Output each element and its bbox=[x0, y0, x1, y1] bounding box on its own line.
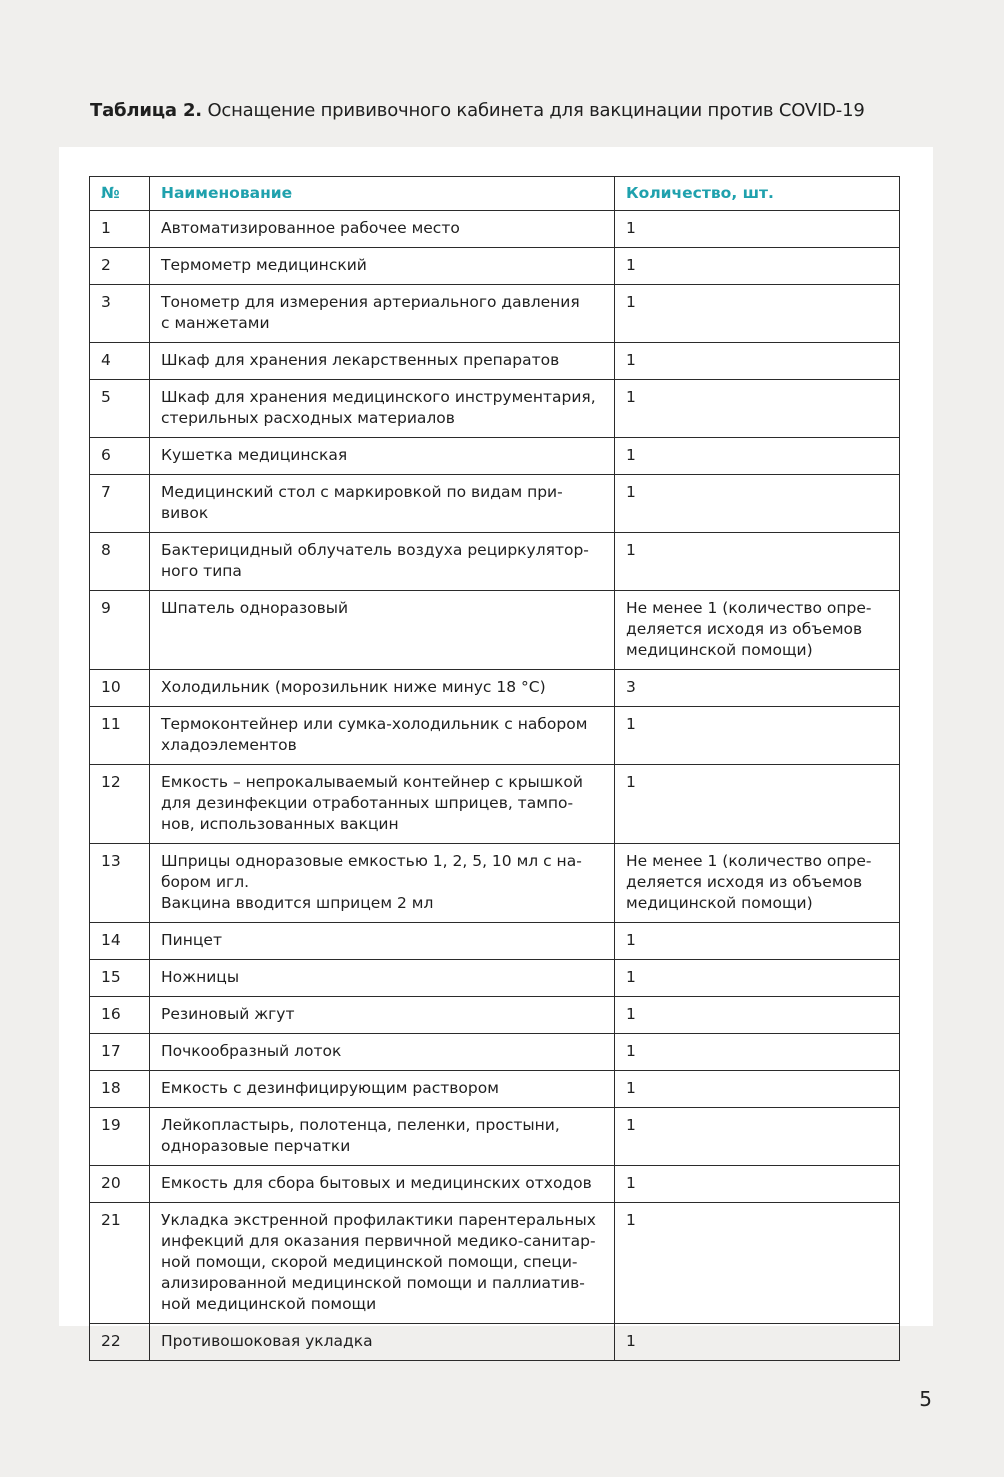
row-number: 20 bbox=[90, 1166, 150, 1203]
row-quantity: 1 bbox=[615, 533, 900, 591]
row-quantity: 1 bbox=[615, 343, 900, 380]
row-quantity: Не менее 1 (количество опре- деляется исходя из объемов медицинской помощи) bbox=[615, 844, 900, 923]
row-name: Тонометр для измерения артериального давления с манжетами bbox=[150, 285, 615, 343]
row-number: 14 bbox=[90, 923, 150, 960]
row-name: Шкаф для хранения лекарственных препаратов bbox=[150, 343, 615, 380]
row-number: 10 bbox=[90, 670, 150, 707]
row-number: 2 bbox=[90, 248, 150, 285]
row-name: Бактерицидный облучатель воздуха рециркулятор- ного типа bbox=[150, 533, 615, 591]
table-row bbox=[90, 1166, 900, 1203]
row-number: 11 bbox=[90, 707, 150, 765]
row-number: 19 bbox=[90, 1108, 150, 1166]
row-number: 5 bbox=[90, 380, 150, 438]
table-row bbox=[90, 844, 900, 923]
row-name: Холодильник (морозильник ниже минус 18 °С) bbox=[150, 670, 615, 707]
row-name: Резиновый жгут bbox=[150, 997, 615, 1034]
table-row bbox=[90, 591, 900, 670]
row-quantity: 1 bbox=[615, 923, 900, 960]
row-number: 16 bbox=[90, 997, 150, 1034]
table-row bbox=[90, 475, 900, 533]
table-row bbox=[90, 1108, 900, 1166]
table-row bbox=[90, 997, 900, 1034]
header-quantity: Количество, шт. bbox=[615, 177, 900, 211]
table-row bbox=[90, 533, 900, 591]
table-caption bbox=[90, 100, 865, 121]
page-number: 5 bbox=[919, 1387, 932, 1411]
row-quantity: 1 bbox=[615, 248, 900, 285]
row-number: 18 bbox=[90, 1071, 150, 1108]
table-header-row bbox=[90, 177, 900, 211]
row-number: 9 bbox=[90, 591, 150, 670]
row-quantity: 1 bbox=[615, 707, 900, 765]
table-row bbox=[90, 1071, 900, 1108]
table-row bbox=[90, 438, 900, 475]
row-quantity: 1 bbox=[615, 997, 900, 1034]
table-row bbox=[90, 343, 900, 380]
row-number: 3 bbox=[90, 285, 150, 343]
row-quantity: 1 bbox=[615, 765, 900, 844]
row-number: 8 bbox=[90, 533, 150, 591]
row-quantity: 1 bbox=[615, 438, 900, 475]
table-row bbox=[90, 1203, 900, 1324]
row-quantity: 1 bbox=[615, 1166, 900, 1203]
row-number: 7 bbox=[90, 475, 150, 533]
row-quantity: 1 bbox=[615, 285, 900, 343]
row-quantity: 1 bbox=[615, 380, 900, 438]
row-name: Пинцет bbox=[150, 923, 615, 960]
row-number: 22 bbox=[90, 1324, 150, 1361]
row-number: 12 bbox=[90, 765, 150, 844]
row-name: Автоматизированное рабочее место bbox=[150, 211, 615, 248]
row-name: Кушетка медицинская bbox=[150, 438, 615, 475]
row-name: Укладка экстренной профилактики парентеральных инфекций для оказания первичной медико-санитар- ной помощи, скорой медицинской помощи, специ- ализированной медицинской помощи и паллиатив- ной медицинской помощи bbox=[150, 1203, 615, 1324]
row-name: Шпатель одноразовый bbox=[150, 591, 615, 670]
row-quantity: 1 bbox=[615, 475, 900, 533]
caption-label: Таблица 2. bbox=[90, 100, 202, 121]
row-quantity: 1 bbox=[615, 1034, 900, 1071]
row-quantity: 1 bbox=[615, 1108, 900, 1166]
header-number: № bbox=[90, 177, 150, 211]
row-quantity: 1 bbox=[615, 1071, 900, 1108]
table-row bbox=[90, 211, 900, 248]
row-name: Шкаф для хранения медицинского инструментария, стерильных расходных материалов bbox=[150, 380, 615, 438]
row-quantity: Не менее 1 (количество опре- деляется исходя из объемов медицинской помощи) bbox=[615, 591, 900, 670]
table-panel bbox=[59, 147, 933, 1350]
table-row bbox=[90, 670, 900, 707]
row-quantity: 1 bbox=[615, 211, 900, 248]
caption-text: Оснащение прививочного кабинета для вакцинации против COVID-19 bbox=[207, 100, 865, 121]
table-row bbox=[90, 1324, 900, 1361]
header-name: Наименование bbox=[150, 177, 615, 211]
row-number: 6 bbox=[90, 438, 150, 475]
row-quantity: 3 bbox=[615, 670, 900, 707]
table-row bbox=[90, 1034, 900, 1071]
table-row bbox=[90, 923, 900, 960]
table-row bbox=[90, 248, 900, 285]
equipment-table bbox=[89, 176, 900, 1361]
row-name: Емкость с дезинфицирующим раствором bbox=[150, 1071, 615, 1108]
row-name: Почкообразный лоток bbox=[150, 1034, 615, 1071]
row-name: Ножницы bbox=[150, 960, 615, 997]
row-number: 4 bbox=[90, 343, 150, 380]
row-number: 17 bbox=[90, 1034, 150, 1071]
row-quantity: 1 bbox=[615, 1203, 900, 1324]
row-name: Лейкопластырь, полотенца, пеленки, простыни, одноразовые перчатки bbox=[150, 1108, 615, 1166]
row-number: 21 bbox=[90, 1203, 150, 1324]
table-row bbox=[90, 380, 900, 438]
table-row bbox=[90, 285, 900, 343]
row-name: Термометр медицинский bbox=[150, 248, 615, 285]
row-number: 15 bbox=[90, 960, 150, 997]
row-name: Противошоковая укладка bbox=[150, 1324, 615, 1361]
row-name: Медицинский стол с маркировкой по видам при- вивок bbox=[150, 475, 615, 533]
row-name: Шприцы одноразовые емкостью 1, 2, 5, 10 мл с на- бором игл. Вакцина вводится шприцем 2 мл bbox=[150, 844, 615, 923]
row-name: Термоконтейнер или сумка-холодильник с набором хладоэлементов bbox=[150, 707, 615, 765]
table-row bbox=[90, 707, 900, 765]
row-number: 1 bbox=[90, 211, 150, 248]
table-row bbox=[90, 960, 900, 997]
row-name: Емкость – непрокалываемый контейнер с крышкой для дезинфекции отработанных шприцев, тампо- нов, использованных вакцин bbox=[150, 765, 615, 844]
row-quantity: 1 bbox=[615, 1324, 900, 1361]
table-row bbox=[90, 765, 900, 844]
row-quantity: 1 bbox=[615, 960, 900, 997]
row-name: Емкость для сбора бытовых и медицинских отходов bbox=[150, 1166, 615, 1203]
row-number: 13 bbox=[90, 844, 150, 923]
